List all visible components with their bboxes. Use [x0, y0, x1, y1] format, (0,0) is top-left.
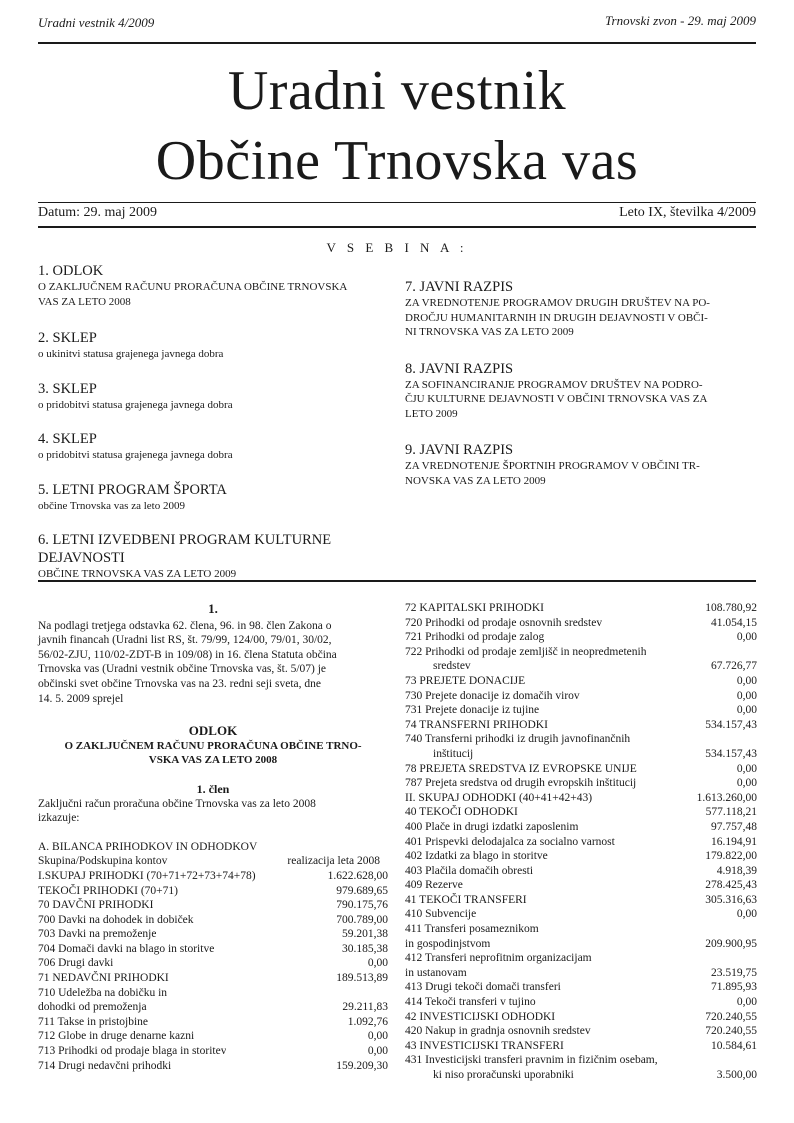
table-row	[405, 1053, 757, 1068]
table-row	[405, 835, 757, 850]
contents-item-title: 2. SKLEP	[38, 330, 97, 346]
contents-item-title: 4. SKLEP	[38, 431, 97, 447]
row-label: 401 Prispevki delodajalca za socialno varnost	[405, 835, 615, 848]
row-label: 714 Drugi nedavčni prihodki	[38, 1059, 172, 1072]
left-table-rows	[38, 869, 388, 1073]
row-label: 731 Prejete donacije iz tujine	[405, 704, 540, 717]
row-label: sredstev	[433, 660, 471, 673]
row-label: 73 PREJETE DONACIJE	[405, 674, 526, 687]
contents-item-title: 1. ODLOK	[38, 263, 104, 279]
row-value: 0,00	[736, 631, 757, 644]
table-row	[405, 718, 757, 733]
row-label: 431 Investicijski transferi pravnim in fizičnim osebam,	[405, 1054, 658, 1067]
contents-item	[405, 441, 757, 488]
row-value: 108.780,92	[705, 602, 757, 614]
row-value: 209.900,95	[705, 937, 757, 950]
row-value: 0,00	[736, 777, 757, 790]
contents-item-subtitle: o pridobitvi statusa grajenega javnega dobra	[38, 398, 233, 411]
row-value: 159.209,30	[336, 1059, 388, 1072]
intro-line: 14. 5. 2009 sprejel	[38, 692, 124, 705]
table-row	[405, 762, 757, 777]
table-row	[405, 732, 757, 747]
row-label: 410 Subvencije	[405, 908, 477, 921]
contents-item-subtitle: ČJU KULTURNE DEJAVNOSTI V OBČINI TRNOVSKA VAS ZA	[405, 393, 708, 405]
masthead-title-line2: Občine Trnovska vas	[155, 130, 639, 192]
row-label: 730 Prejete donacije iz domačih virov	[405, 689, 580, 702]
table-row	[405, 951, 757, 966]
row-value: 0,00	[736, 996, 757, 1009]
row-label: II. SKUPAJ ODHODKI (40+41+42+43)	[405, 791, 593, 804]
row-label: TEKOČI PRIHODKI (70+71)	[38, 884, 178, 897]
contents-item-title: 8. JAVNI RAZPIS	[405, 360, 514, 377]
contents-item-subtitle: občine Trnovska vas za leto 2009	[38, 499, 185, 512]
masthead-rule	[38, 202, 756, 203]
table-row	[38, 1015, 388, 1030]
row-label: 700 Davki na dohodek in dobiček	[38, 913, 194, 926]
masthead-title-line1: Uradni vestnik	[227, 60, 567, 122]
table-row	[405, 922, 757, 937]
section-rule	[38, 580, 756, 582]
table-row	[405, 893, 757, 908]
contents-item	[38, 531, 368, 582]
dateline-rule	[38, 226, 756, 228]
row-label: 703 Davki na premoženje	[38, 928, 157, 941]
row-label: in ustanovam	[405, 966, 467, 979]
row-label: ki niso proračunski uporabniki	[433, 1069, 574, 1081]
table-row	[405, 864, 757, 879]
table-row	[38, 956, 388, 971]
contents-item	[38, 262, 390, 309]
intro-line: javnih financah (Uradni list RS, št. 79/99, 124/00, 79/01, 30/02,	[38, 634, 332, 647]
row-label: 710 Udeležba na dobičku in	[38, 986, 168, 999]
row-label: 411 Transferi posameznikom	[405, 923, 539, 936]
row-label: 43 INVESTICIJSKI TRANSFERI	[405, 1039, 564, 1052]
row-value: 189.513,89	[336, 972, 388, 985]
row-label: 70 DAVČNI PRIHODKI	[38, 899, 154, 912]
row-value: 0,00	[736, 908, 757, 921]
intro-line: Trnovska vas (Uradni vestnik občine Trnovska vas, št. 5/07) je	[38, 663, 327, 676]
article-right-column	[405, 601, 757, 1083]
right-table-rows	[405, 601, 757, 1083]
article-number: 1.	[208, 601, 218, 616]
row-value: 0,00	[736, 704, 757, 717]
intro-line: Na podlagi tretjega odstavka 62. člena, 96. in 98. člen Zakona o	[38, 619, 332, 632]
table-row	[405, 995, 757, 1010]
row-value: 577.118,21	[705, 806, 757, 819]
contents-item	[405, 360, 757, 422]
row-label: 713 Prihodki od prodaje blaga in storitev	[38, 1045, 227, 1058]
running-header-right: Trnovski zvon - 29. maj 2009	[605, 13, 756, 28]
clen-text-line: izkazuje:	[38, 812, 80, 825]
column-header-realization: realizacija leta 2008	[287, 855, 380, 868]
contents-item-title: 3. SKLEP	[38, 380, 97, 397]
contents-item-subtitle: LETO 2009	[405, 407, 458, 420]
row-label: 704 Domači davki na blago in storitve	[38, 942, 215, 955]
table-row	[405, 1039, 757, 1054]
contents-item-subtitle: o pridobitvi statusa grajenega javnega dobra	[38, 449, 233, 461]
contents-item-subtitle: DROČJU HUMANITARNIH IN DRUGIH DEJAVNOSTI V OBČI-	[405, 311, 708, 324]
row-label: 420 Nakup in gradnja osnovnih sredstev	[405, 1025, 591, 1038]
row-value: 29.211,83	[342, 1001, 388, 1014]
row-label: 412 Transferi neprofitnim organizacijam	[405, 952, 592, 965]
odlok-title: ODLOK	[188, 723, 238, 739]
row-value: 534.157,43	[705, 747, 757, 760]
table-row	[405, 820, 757, 835]
row-label: 71 NEDAVČNI PRIHODKI	[38, 972, 169, 985]
table-row	[405, 703, 757, 718]
row-value: 67.726,77	[711, 660, 757, 673]
contents-item-subtitle: NI TRNOVSKA VAS ZA LETO 2009	[405, 326, 574, 338]
clen-text-line: Zaključni račun proračuna občine Trnovska vas za leto 2008	[38, 797, 316, 810]
intro-line: občinski svet občine Trnovska vas na 23. redni seji sveta, dne	[38, 677, 321, 690]
row-label: 78 PREJETA SREDSTVA IZ EVROPSKE UNIJE	[405, 762, 637, 775]
row-value: 0,00	[736, 762, 757, 775]
table-row	[405, 659, 757, 674]
row-value: 97.757,48	[711, 820, 757, 833]
contents-item	[38, 481, 390, 514]
issue-date: Datum: 29. maj 2009	[38, 205, 157, 220]
table-row	[405, 805, 757, 820]
row-value: 979.689,65	[336, 884, 388, 897]
row-label: 706 Drugi davki	[38, 957, 114, 970]
section-heading: A. BILANCA PRIHODKOV IN ODHODKOV	[38, 840, 258, 853]
odlok-subtitle-line: VSKA VAS ZA LETO 2008	[148, 754, 278, 767]
row-label: 403 Plačila domačih obresti	[405, 864, 534, 877]
contents-item-title: 5. LETNI PROGRAM ŠPORTA	[38, 481, 227, 498]
contents-item	[405, 278, 757, 340]
table-row	[38, 1000, 388, 1015]
row-value: 720.240,55	[705, 1025, 757, 1038]
contents-item	[38, 380, 390, 413]
row-label: 40 TEKOČI ODHODKI	[405, 806, 518, 819]
contents-item	[38, 430, 390, 463]
row-value: 1.613.260,00	[696, 791, 757, 804]
table-row	[405, 776, 757, 791]
row-value: 700.789,00	[336, 913, 388, 926]
table-row	[38, 942, 388, 957]
row-value: 720.240,55	[705, 1010, 757, 1023]
row-label: 712 Globe in druge denarne kazni	[38, 1030, 195, 1043]
row-value: 0,00	[367, 1030, 388, 1043]
row-label: 720 Prihodki od prodaje osnovnih sredstev	[405, 616, 603, 629]
table-row	[405, 849, 757, 864]
table-row	[405, 645, 757, 660]
row-value: 179.822,00	[705, 850, 757, 863]
row-value: 10.584,61	[711, 1039, 757, 1052]
table-row	[38, 1029, 388, 1044]
row-value: 23.519,75	[711, 966, 757, 979]
table-row	[405, 601, 757, 616]
table-row	[405, 791, 757, 806]
article-intro	[38, 619, 388, 707]
row-value: 534.157,43	[705, 718, 757, 731]
table-row	[38, 884, 388, 899]
row-value: 16.194,91	[711, 835, 757, 848]
row-label: 74 TRANSFERNI PRIHODKI	[405, 718, 548, 731]
contents-item-subtitle: ZA VREDNOTENJE ŠPORTNIH PROGRAMOV V OBČINI TR-	[405, 460, 700, 472]
table-row	[405, 616, 757, 631]
row-label: 740 Transferni prihodki iz drugih javnofinančnih	[405, 733, 631, 746]
header-rule	[38, 42, 756, 44]
contents-item-subtitle: OBČINE TRNOVSKA VAS ZA LETO 2009	[38, 568, 237, 580]
table-row	[405, 630, 757, 645]
contents-item-subtitle: o ukinitvi statusa grajenega javnega dobra	[38, 348, 224, 360]
row-label: 41 TEKOČI TRANSFERI	[405, 893, 527, 906]
running-header-left: Uradni vestnik 4/2009	[38, 15, 155, 30]
row-value: 30.185,38	[342, 942, 388, 955]
contents-item-subtitle: O ZAKLJUČNEM RAČUNU PRORAČUNA OBČINE TRNOVSKA	[38, 281, 348, 293]
row-label: in gospodinjstvom	[405, 937, 491, 950]
table-row	[38, 913, 388, 928]
row-label: 42 INVESTICIJSKI ODHODKI	[405, 1010, 556, 1023]
table-row	[405, 1010, 757, 1025]
table-row	[38, 927, 388, 942]
row-value: 278.425,43	[705, 879, 757, 892]
table-row	[38, 971, 388, 986]
row-label: dohodki od premoženja	[38, 1001, 147, 1014]
row-value: 0,00	[736, 689, 757, 702]
odlok-subtitle-line: O ZAKLJUČNEM RAČUNU PRORAČUNA OBČINE TRNO-	[64, 739, 362, 752]
contents-item-title: 9. JAVNI RAZPIS	[405, 442, 514, 458]
row-value: 71.895,93	[711, 981, 757, 994]
row-label: 787 Prejeta sredstva od drugih evropskih inštitucij	[405, 777, 637, 790]
row-value: 305.316,63	[705, 893, 757, 906]
table-row	[38, 898, 388, 913]
contents-item-title: 7. JAVNI RAZPIS	[405, 279, 514, 295]
row-label: 402 Izdatki za blago in storitve	[405, 850, 548, 863]
row-value: 59.201,38	[342, 928, 388, 941]
contents-left-column	[38, 262, 390, 596]
table-row	[38, 869, 388, 884]
table-row	[405, 937, 757, 952]
row-value: 0,00	[367, 1045, 388, 1058]
table-row	[405, 674, 757, 689]
contents-item-subtitle: ZA VREDNOTENJE PROGRAMOV DRUGIH DRUŠTEV NA PO-	[405, 297, 710, 309]
clen-heading: 1. člen	[196, 781, 230, 796]
row-label: I.SKUPAJ PRIHODKI (70+71+72+73+74+78)	[38, 869, 256, 882]
contents-heading: V S E B I N A :	[326, 240, 468, 255]
row-value: 3.500,00	[716, 1069, 757, 1081]
table-row	[405, 980, 757, 995]
row-label: 400 Plače in drugi izdatki zaposlenim	[405, 820, 579, 833]
contents-item-subtitle: VAS ZA LETO 2008	[38, 295, 131, 308]
row-label: 414 Tekoči transferi v tujino	[405, 996, 536, 1009]
row-label: 413 Drugi tekoči domači transferi	[405, 981, 561, 994]
table-row	[405, 1068, 757, 1083]
intro-line: 56/02-ZJU, 110/02-ZDT-B in 109/08) in 16. člena Statuta občina	[38, 648, 337, 661]
row-label: 72 KAPITALSKI PRIHODKI	[405, 602, 544, 614]
contents-item-title: 6. LETNI IZVEDBENI PROGRAM KULTURNE DEJAVNOSTI	[38, 532, 332, 566]
table-row	[405, 747, 757, 762]
table-column-headers	[38, 854, 388, 869]
row-value: 4.918,39	[716, 864, 757, 877]
contents-right-column	[405, 278, 757, 502]
row-value: 0,00	[736, 674, 757, 687]
table-row	[405, 878, 757, 893]
table-row	[405, 1024, 757, 1039]
contents-item-subtitle: NOVSKA VAS ZA LETO 2009	[405, 474, 546, 487]
contents-item-subtitle: ZA SOFINANCIRANJE PROGRAMOV DRUŠTEV NA PODRO-	[405, 378, 703, 391]
table-row	[38, 986, 388, 1001]
row-label: 711 Takse in pristojbine	[38, 1015, 149, 1028]
row-value: 41.054,15	[711, 616, 757, 629]
row-label: 721 Prihodki od prodaje zalog	[405, 631, 545, 644]
table-row	[405, 907, 757, 922]
row-value: 1.622.628,00	[327, 869, 388, 882]
row-value: 1.092,76	[347, 1015, 388, 1028]
row-label: 409 Rezerve	[405, 879, 463, 892]
issue-number: Leto IX, številka 4/2009	[619, 205, 756, 220]
article-left-column	[38, 602, 388, 1073]
row-value: 0,00	[367, 957, 388, 970]
table-row	[405, 689, 757, 704]
table-row	[38, 1059, 388, 1074]
row-label: inštitucij	[433, 747, 474, 760]
contents-item	[38, 329, 390, 362]
table-row	[405, 966, 757, 981]
row-label: 722 Prihodki od prodaje zemljišč in neopredmetenih	[405, 645, 647, 658]
table-row	[38, 1044, 388, 1059]
row-value: 790.175,76	[336, 899, 388, 912]
column-header-group: Skupina/Podskupina kontov	[38, 855, 168, 868]
